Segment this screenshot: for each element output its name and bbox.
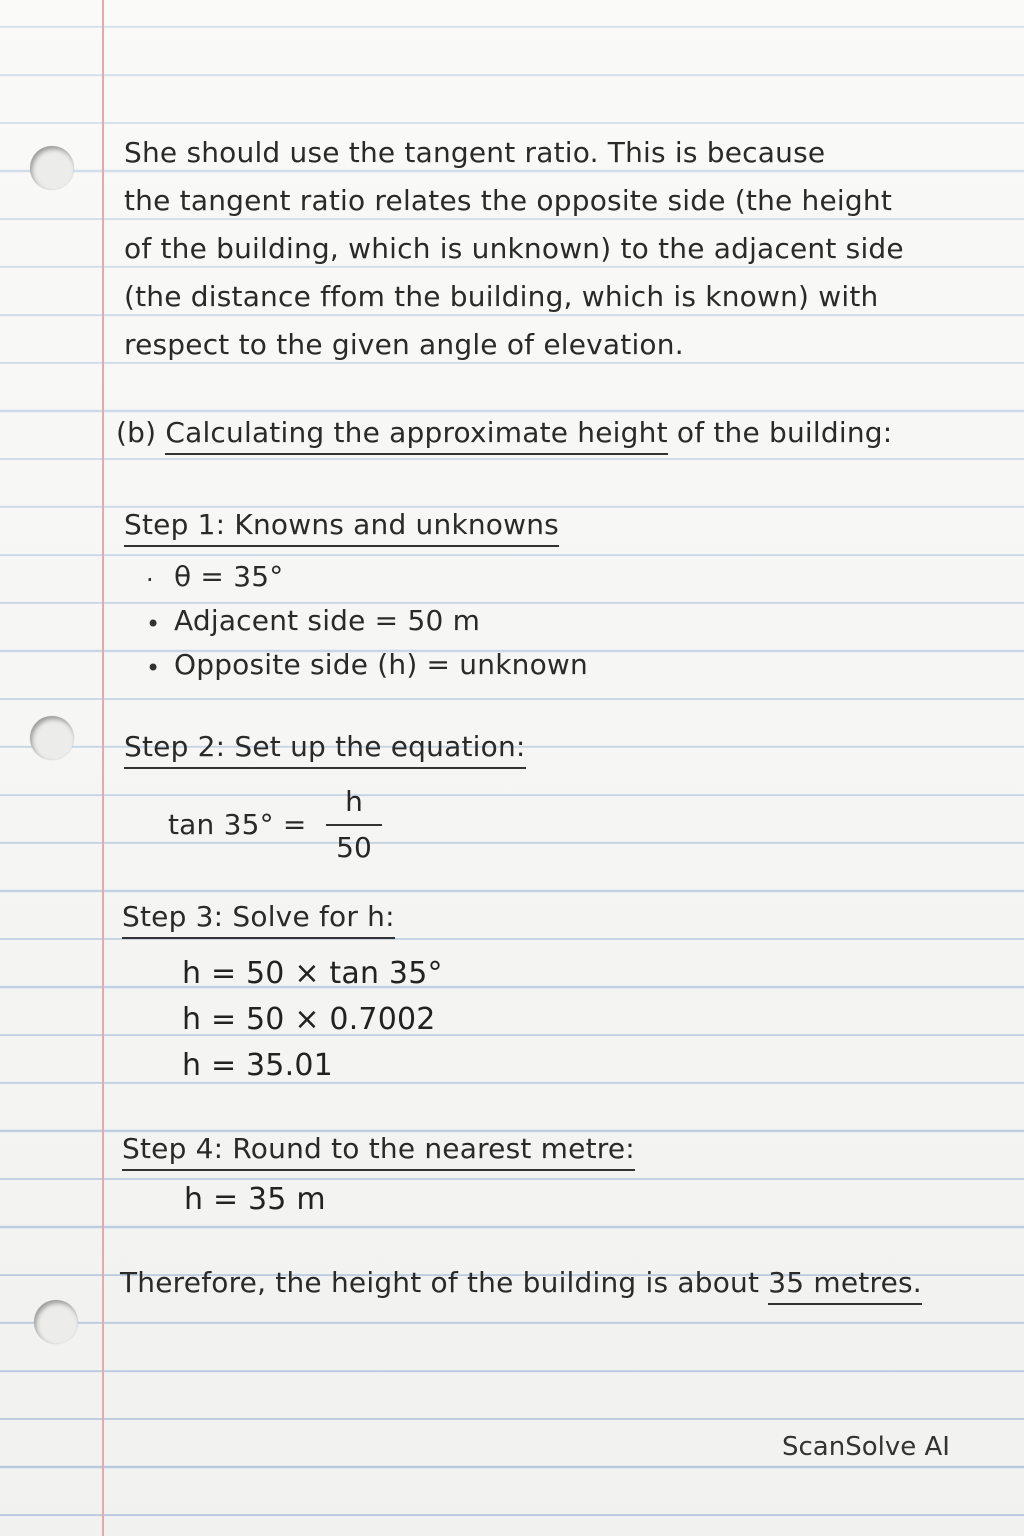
part-b-title: Calculating the approximate height bbox=[165, 416, 667, 455]
step1-item: Opposite side (h) = unknown bbox=[174, 648, 588, 681]
margin-line bbox=[102, 0, 104, 1536]
paragraph-line: She should use the tangent ratio. This is because bbox=[124, 136, 826, 169]
step1-item: θ = 35° bbox=[174, 560, 284, 593]
step3-title: Step 3: Solve for h: bbox=[122, 900, 395, 933]
fraction-denominator: 50 bbox=[336, 831, 372, 864]
equation-lhs: tan 35° = bbox=[168, 808, 307, 841]
paragraph-line: respect to the given angle of elevation. bbox=[124, 328, 684, 361]
part-b-prefix: (b) bbox=[116, 416, 157, 449]
paragraph-line: of the building, which is unknown) to the adjacent side bbox=[124, 232, 904, 265]
conclusion-text: Therefore, the height of the building is about bbox=[120, 1266, 760, 1299]
paragraph-line: the tangent ratio relates the opposite side (the height bbox=[124, 184, 892, 217]
step3-line: h = 50 × 0.7002 bbox=[182, 1002, 436, 1037]
punch-hole-middle bbox=[30, 716, 74, 760]
part-b-suffix: of the building: bbox=[676, 416, 893, 449]
bullet-icon: · bbox=[146, 566, 154, 594]
punch-hole-top bbox=[30, 146, 74, 190]
step3-line: h = 50 × tan 35° bbox=[182, 956, 443, 991]
paragraph-line: (the distance ffom the building, which is known) with bbox=[124, 280, 879, 313]
fraction-bar bbox=[326, 824, 382, 826]
step2-title: Step 2: Set up the equation: bbox=[124, 730, 526, 763]
conclusion bbox=[120, 1266, 922, 1299]
step1-item: Adjacent side = 50 m bbox=[174, 604, 481, 637]
equation-fraction bbox=[326, 782, 382, 868]
step3-line: h = 35.01 bbox=[182, 1048, 333, 1083]
bullet-icon: • bbox=[146, 610, 161, 638]
fraction-numerator: h bbox=[345, 785, 363, 818]
bullet-icon: • bbox=[146, 654, 161, 682]
step4-result: h = 35 m bbox=[184, 1182, 326, 1217]
step1-title: Step 1: Knowns and unknowns bbox=[124, 508, 559, 541]
conclusion-answer: 35 metres. bbox=[768, 1266, 922, 1305]
brand-watermark: ScanSolve AI bbox=[782, 1432, 950, 1462]
step4-title: Step 4: Round to the nearest metre: bbox=[122, 1132, 635, 1165]
punch-hole-bottom bbox=[34, 1300, 78, 1344]
part-b-heading bbox=[116, 416, 892, 449]
